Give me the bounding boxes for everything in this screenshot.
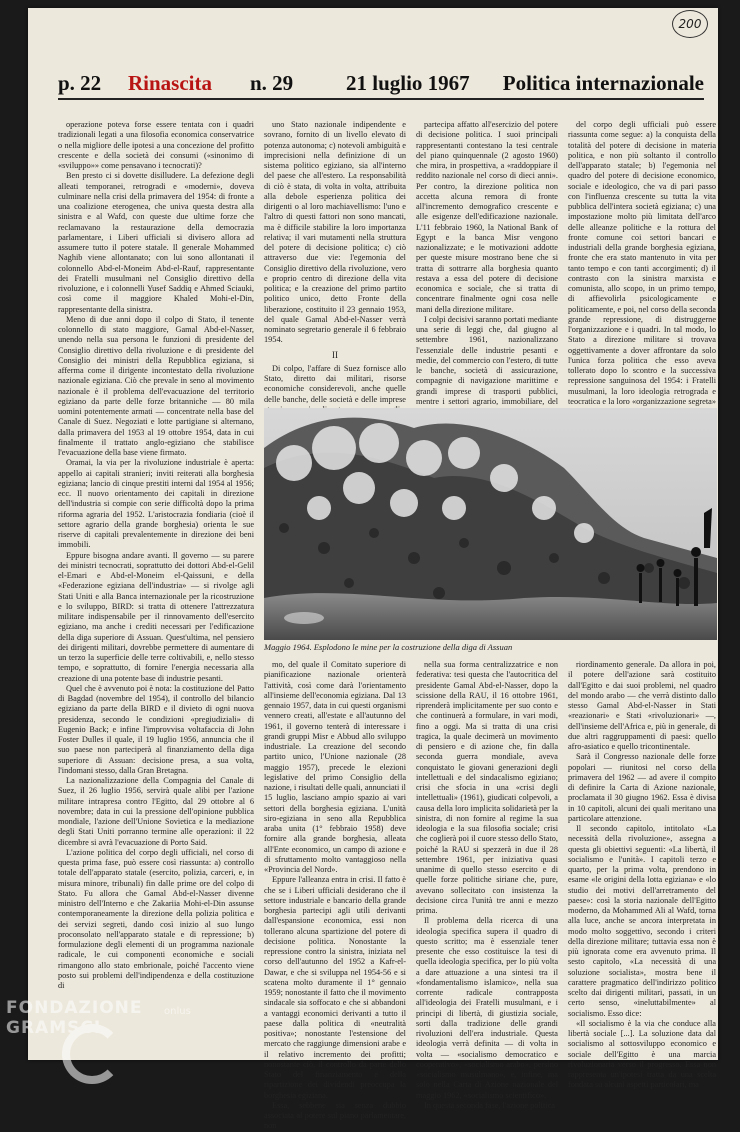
paragraph: In questa seconda fase, l'azione politica — [424, 1100, 555, 1110]
paragraph: Ben presto ci si dovette disilludere. La defezione degli alleati temporanei, retrogradi e «moderni», doveva culminare nella crisi della primavera del 1954: di fronte a una coalizione eterogenea, che univa questa destra alla sinistra e al Wafd, con queste due ultime forze che reclamavano la restaurazione della democrazia parlamentare, i Liberi ufficiali si divisero allora ad assumere tutto il potere statale. Il generale Mohammed Naghib viene allontanato; con lui sono allontanati il colonnello Abd-el-Moneim Abd-el-Rauf, rappresentante dei Fratelli musulmani nel Consiglio direttivo della rivoluzione, e i colonnelli Yusef Saddiq e Ahmed Sciauki, così come il maggiore Khaled Mohi-el-Din, rappresentante della sinistra. — [58, 171, 254, 314]
paragraph: Il secondo capitolo, intitolato «La necessità della rivoluzione», assegna a questa gli obiettivi seguenti: «La libertà, il socialismo e l'unità». I capitoli terzo e quarto, per la prima volta, prendono in esame «le origini della lotta egiziana» e «lo studio dei motivi dell'arretramento del paese»: così la storia nazionale dell'Egitto moderno, da Mohammed Ali al Wafd, torna alla luce, anche se ancora interpretata in modo molto soggettivo, secondo i criteri della direzione militare; tuttavia essa non è più ignorata come era avvenuto prima. Il sesto capitolo, «La necessità di una soluzione socialista», mostra bene il carattere pragmatico dell'indirizzo politico scelto dai dirigenti militari, passati, in un certo senso, «ineluttabilmente» al socialismo. Esso dice: — [568, 824, 716, 1018]
column-bottom-1 — [264, 660, 406, 1131]
watermark-g-icon — [62, 1024, 122, 1084]
paragraph: mo, del quale il Comitato superiore di pianificazione nazionale orienterà l'attività, così come darà l'orientamento all'insieme dell'economia egiziana. Dal 13 gennaio 1957, data in cui questi organismi vennero creati, all'estate e all'autunno del 1961, il governo tenterà di interessare i grandi gruppi Misr e Abbud allo sviluppo industriale. La creazione del secondo partito unico, l'Unione nazionale (28 maggio 1957), precede le elezioni legislative del primo Consiglio della nazione, i risultati delle quali, annunciati il 15 luglio, lasciano ampio spazio ai vari settori della borghesia egiziana. L'unità siro-egiziana in seno alla Repubblica araba unita (1° febbraio 1958) deve fornire alla grande borghesia, alleata all'Ente economico, un campo di azione e di sfruttamento molto vantaggioso nella «Provincia del Nord». — [264, 660, 406, 874]
paragraph: Il problema della ricerca di una ideologia specifica supera il quadro di questo scritto; ma è essenziale tener presente che esso costituisce la tesi di quella ideologia specifica, per lo più volta a dare attuazione a una sintesi tra il «fondamentalismo islamico», nella sua corrente radicale contrapposta all'ideologia dei Fratelli musulmani, e i principi di libertà, di giustizia sociale, sorti dalla tradizione delle grandi rivoluzioni dell'era industriale. Questa ideologia verrà definita — di volta in volta — «socialismo democratico e cooperativo», «socialismo arabo», persino «socialismo musulmano», e, infine, ma solo nella Carta di Azione nazionale del maggio 1962, «socialismo scientifico». — [416, 916, 558, 1100]
page-header — [58, 60, 704, 100]
paragraph: riordinamento generale. Da allora in poi, il potere dell'azione sarà costituito dall'Egitto e dai suoi problemi, nel quadro del mondo arabo — che verrà distinto dallo stesso Gamal Abd-el-Nasser in Stati «reazionari» e Stati «rivoluzionari» —, dell'insieme dell'Africa e, più in generale, di due altri raggruppamenti di paesi: quello afro-asiatico e quello tricontinentale. — [568, 660, 716, 751]
photo-caption: Maggio 1964. Esplodono le mine per la costruzione della diga di Assuan — [264, 642, 513, 652]
newspaper-page — [28, 8, 718, 1131]
paragraph: Sarà il Congresso nazionale delle forze popolari — riunitosi nel corso della primavera del 1962 — ad avere il compito di definire la Carta di Azione nazionale, proclamata il 30 giugno 1962. Essa è divisa in 10 capitoli, alcuni dei quali meritano una particolare attenzione. — [568, 752, 716, 823]
paragraph: I colpi decisivi saranno portati mediante una serie di leggi che, dal giugno al settembre 1961, nazionalizzano l'essenziale delle industrie pesanti e medie, del commercio con l'estero, di tutte le banche, società di assicurazione, compagnie di navigazione marittime e grandi imprese di trasporti pubblici, mentre i settori agrario, immobiliare, del — [416, 314, 558, 406]
paragraph: Eppure bisogna andare avanti. Il governo — su parere dei ministri tecnocrati, soprattutto dei dottori Abd-el-Gelil el-Emari e Abd-el-Moneim el-Qaissuni, e della «Federazione egiziana dell'industria» — si rivolge agli Stati Uniti e alla Banca internazionale per la ricostruzione e lo sviluppo, BIRD: si tratta di ottenere l'attrezzatura militare indispensabile per il rinnovamento dell'esercito egiziano, ma anche i crediti necessari per l'edificazione della diga superiore di Assuan. Quest'ultima, nel pensiero dei dirigenti militari, dovrebbe permettere di aumentare di un terzo la superficie delle terre coltivabili, e, nello stesso tempo, e soprattutto, di fornire l'energia necessaria alla creazione di una potente base di industrie pesanti. — [58, 550, 254, 683]
paragraph: partecipa affatto all'esercizio del potere di decisione politica. I suoi principali rappresentanti contestano la tesi centrale del piano quinquennale (2 agosto 1960) che mira, in prospettiva, a «raddoppiare il reddito nazionale nel corso di dieci anni». Per contro, la direzione politica non accetta alcuna remora di fronte all'incremento demografico crescente e alle esigenze dell'edificazione nazionale. L'11 febbraio 1960, la National Bank of Egypt e la banca Misr vengono nazionalizzate; e le motivazioni addotte per queste misure mostrano bene che si tratta di sottrarre alla borghesia quanto restava a essa del potere di decisione economica e sociale, che si tratta di concentrare finalmente ogni cosa nelle mani della direzione militare. — [416, 120, 558, 314]
paragraph: del corpo degli ufficiali può essere riassunta come segue: a) la conquista della totalità del potere di decisione in materia politica, e non più soltanto il controllo dell'apparato statale; b) l'egemonia nel quadro del potere di decisione economico, sociale e ideologico, che va di pari passo con l'influenza crescente su tutta la vita pubblica dell'intera società egiziana; c) una impostazione molto più limitata dell'arco delle alleanze politiche e la rottura del fronte comune coi settori bancari e industriali della grande borghesia egiziana, fronte che era stato mantenuto in vita per tanto tempo e con tanti accorgimenti; d) il contrasto con la sinistra marxista e comunista, allo scopo, in un primo tempo, di affievolirla psicologicamente e politicamente, e poi, nel corso della seconda grande repressione, di distruggerne l'organizzazione e i quadri. In tal modo, lo Stato a direzione militare si trovava oggettivamente a dover affrontare da solo l'unica forza politica che esso aveva tollerato dopo lo scontro e la successiva repressione sanguinosa del 1954: i Fratelli musulmani, la loro ideologia retrograda e teocratica e la loro «organizzazione segreta» — [568, 120, 716, 406]
watermark-text: FONDAZIONE GRAMSCI — [6, 998, 143, 1038]
column-2 — [264, 120, 406, 404]
paragraph: Eppure l'alleanza entra in crisi. Il fatto è che se i Liberi ufficiali desiderano che il settore industriale e bancario della grande borghesia partecipi agli utili derivanti dall'espansione economica, essi non tollerano alcuna spartizione del potere di decisione politica. Nonostante la repressione contro la sinistra, iniziata nel corso dell'autunno del 1952 a Kafr-el-Dawar, e che si sviluppa nel 1954-56 e si scatena molto duramente il 1° gennaio 1959; nonostante il fatto che il movimento sindacale sia soffocato e che si abbandoni a vantaggi economici derivanti a tutto il paese dalla politica di «neutralità positiva»; nonostante l'estensione del mercato che raggiunge dimensioni arabe e il relativo incremento dei profitti; nonostante ciò, il controllo da parte dello Stato del finanziamento e della ripartizione dei dividendi preoccupa la borghesia egiziana. — [264, 875, 406, 1100]
watermark-onlus: onlus — [164, 1006, 191, 1017]
header-section: Politica internazionale — [502, 71, 704, 95]
dam-explosion-photo — [264, 408, 717, 640]
paragraph: «Il socialismo è la via che conduce alla libertà sociale [...]. La soluzione data dal socialismo al sottosviluppo economico e sociale dell'Egitto è una marcia rivoluzionaria verso il progresso. Essa non rappresenta un'ipotesi tratta da una scelta fondata su alcuni aspetti particolari, ma — [568, 1018, 716, 1090]
paragraph: Di colpo, l'affare di Suez fornisce allo Stato, diretto dai militari, risorse economiche considerevoli, anche quelle delle banche, delle società e delle imprese — [264, 363, 406, 404]
column-bottom-2 — [416, 660, 558, 1110]
column-1 — [58, 120, 254, 1048]
column-4 — [568, 120, 716, 406]
header-issue-number: n. 29 — [250, 71, 294, 95]
header-date: 21 luglio 1967 — [346, 71, 470, 95]
paragraph: Quel che è avvenuto poi è nota: la costituzione del Patto di Bagdad (novembre del 1954), il controllo del bilancio egiziano da parte della BIRD e il divieto di ogni nuova presidenza, secondo le condizioni «pregiudiziali» di Eugenio Back; e infine l'improvvisa voltafaccia di John Foster Dulles il quale, il 19 luglio 1956, annuncia che il suo paese non parteciperà al finanziamento della diga superiore di Assuan: decisione presa, a sua volta, l'indomani stesso, dalla Gran Bretagna. — [58, 683, 254, 775]
paragraph: Essa, sebbene sia senza dubbio associata al potere sul piano parlamentare, non — [264, 1100, 406, 1131]
paragraph: Oramai, la via per la rivoluzione industriale è aperta: appello ai capitali stranieri; inviti reiterati alla borghesia egiziana; lancio di cinque prestiti interni dal 1954 al 1956; ecc. Il nuovo orientamento dei capitali in direzione dell'industria si compie con serie difficoltà dopo la prima riforma agraria del 1952. L'aristocrazia fondiaria (cioè il settore agrario della grande borghesia) orienta le sue riserve di capitali prevalentemente in direzione dei beni immobili. — [58, 458, 254, 550]
paragraph: Meno di due anni dopo il colpo di Stato, il tenente colonnello di stato maggiore, Gamal Abd-el-Nasser, unendo nella sua persona le funzioni di presidente del Consiglio direttivo della rivoluzione e di presidente del Consiglio dei ministri della Repubblica egiziana, si afferma come il dirigente incontestato della rivoluzione nazionale egiziana. Ciò che prevale in seno al movimento nazionale è il problema dell'evacuazione del territorio egiziano da parte delle forze britanniche — 80 mila uomini potentemente armati — concentrate nella base del Canale di Suez. Negoziati e lotte partigiane si alternano, dalla primavera del 1953 al 19 ottobre 1954, data in cui finalmente il trattato anglo-egiziano che stabilisce l'evacuazione della base viene firmato. — [58, 314, 254, 457]
header-page-number: p. 22 — [58, 71, 102, 95]
paragraph: L'azione politica del corpo degli ufficiali, nel corso di questa prima fase, può essere così riassunta: a) controllo totale dell'apparato statale (esercito, polizia, carceri, e, in misura minore, tribunali) fin dalle prime ore del colpo di Stato. Fu allora che Gamal Abd-el-Nasser divenne ministro dell'Interno e che Zakariia Mohi-el-Din assunse contemporaneamente la direzione della polizia politica e dei servizi segreti, dando così inizio al suo lungo proconsolato nell'apparato statale e di repressione; b) formulazione degli elementi di un programma nazionale radicale, le cui componenti economiche e sociali rimangono allo stato embrionale, poiché l'accento viene posto sui problemi dell'indipendenza e della costituzione di — [58, 847, 254, 990]
paragraph: uno Stato nazionale indipendente e sovrano, fornito di un livello elevato di potenza autonoma; c) notevoli ambiguità e imprecisioni nella definizione di un sistema politico egiziano, sia all'interno del paese che all'estero. La responsabilità di ciò è stata, di volta in volta, attribuita alla debole esperienza politica dei dirigenti o al loro machiavellismo: l'uno e l'altro di questi fattori non sono mancati, ma è difficile stabilire la loro importanza relativa; il vari mutamenti nella struttura del potere di decisione politica; c) ciò attraverso due vie: l'egemonia del Consiglio direttivo della rivoluzione, vero e proprio centro di direzione della vita politica; e la creazione del primo partito politico unico, detto Fronte della liberazione, costituito il 23 gennaio 1953, del quale Gamal Abd-el-Nasser verrà nominato segretario generale il 6 febbraio 1954. — [264, 120, 406, 345]
paragraph: operazione poteva forse essere tentata con i quadri tradizionali legati a una filosofia economica conservatrice o nella migliore delle ipotesi a una concezione del profitto crescente e della società dei consumi («sinonimo di «sviluppo»» come pensavano i tecnocrati)? — [58, 120, 254, 170]
column-bottom-3 — [568, 660, 716, 1090]
foundation-watermark-logo — [2, 998, 202, 1076]
column-3 — [416, 120, 558, 406]
chapter-heading: II — [332, 349, 338, 360]
paragraph: La nazionalizzazione della Compagnia del Canale di Suez, il 26 luglio 1956, servirà quale alibi per l'azione militare intrapresa contro l'Egitto, dal 29 ottobre al 6 novembre; data in cui la pressione dell'opinione pubblica mondiale, l'azione dell'Unione Sovietica e la mediazione degli Stati Uniti porranno termine alle operazioni: il 22 dicembre si avrà l'evacuazione di Porto Said. — [58, 776, 254, 847]
header-magazine-name: Rinascita — [128, 71, 212, 95]
paragraph: nella sua forma centralizzatrice e non federativa: tesi questa che l'autocritica del presidente Gamal Abd-el-Nasser, dopo la scissione della RAU, il 16 ottobre 1961, riprenderà implicitamente per suo conto e che continuerà a formulare, in vari modi, fino a oggi. Ma si tratta di una crisi tragica, la quale decimerà un movimento di pensiero e di azione che, fin dalla seconda guerra mondiale, aveva conquistato le giovani generazioni degli intellettuali e del sindacalismo egiziano; crisi che sfocia in una «crisi degli intellettuali» (1961), giudicati colpevoli, a causa della loro implicita solidarietà per la sinistra, di non fornire al regime la sua ideologia e la sua filosofia sociale; crisi che coglierà poi il cuore stesso dello Stato, poiché la RAU si spezzerà in due il 28 settembre 1961, per iniziativa quasi unanime di quello stesso esercito e di quelle forze politiche siriane che, pure, avevano sollecitato con insistenza la decisione circa l'unità tre anni e mezzo prima. — [416, 660, 558, 915]
handwritten-page-number: 200 — [672, 10, 708, 38]
